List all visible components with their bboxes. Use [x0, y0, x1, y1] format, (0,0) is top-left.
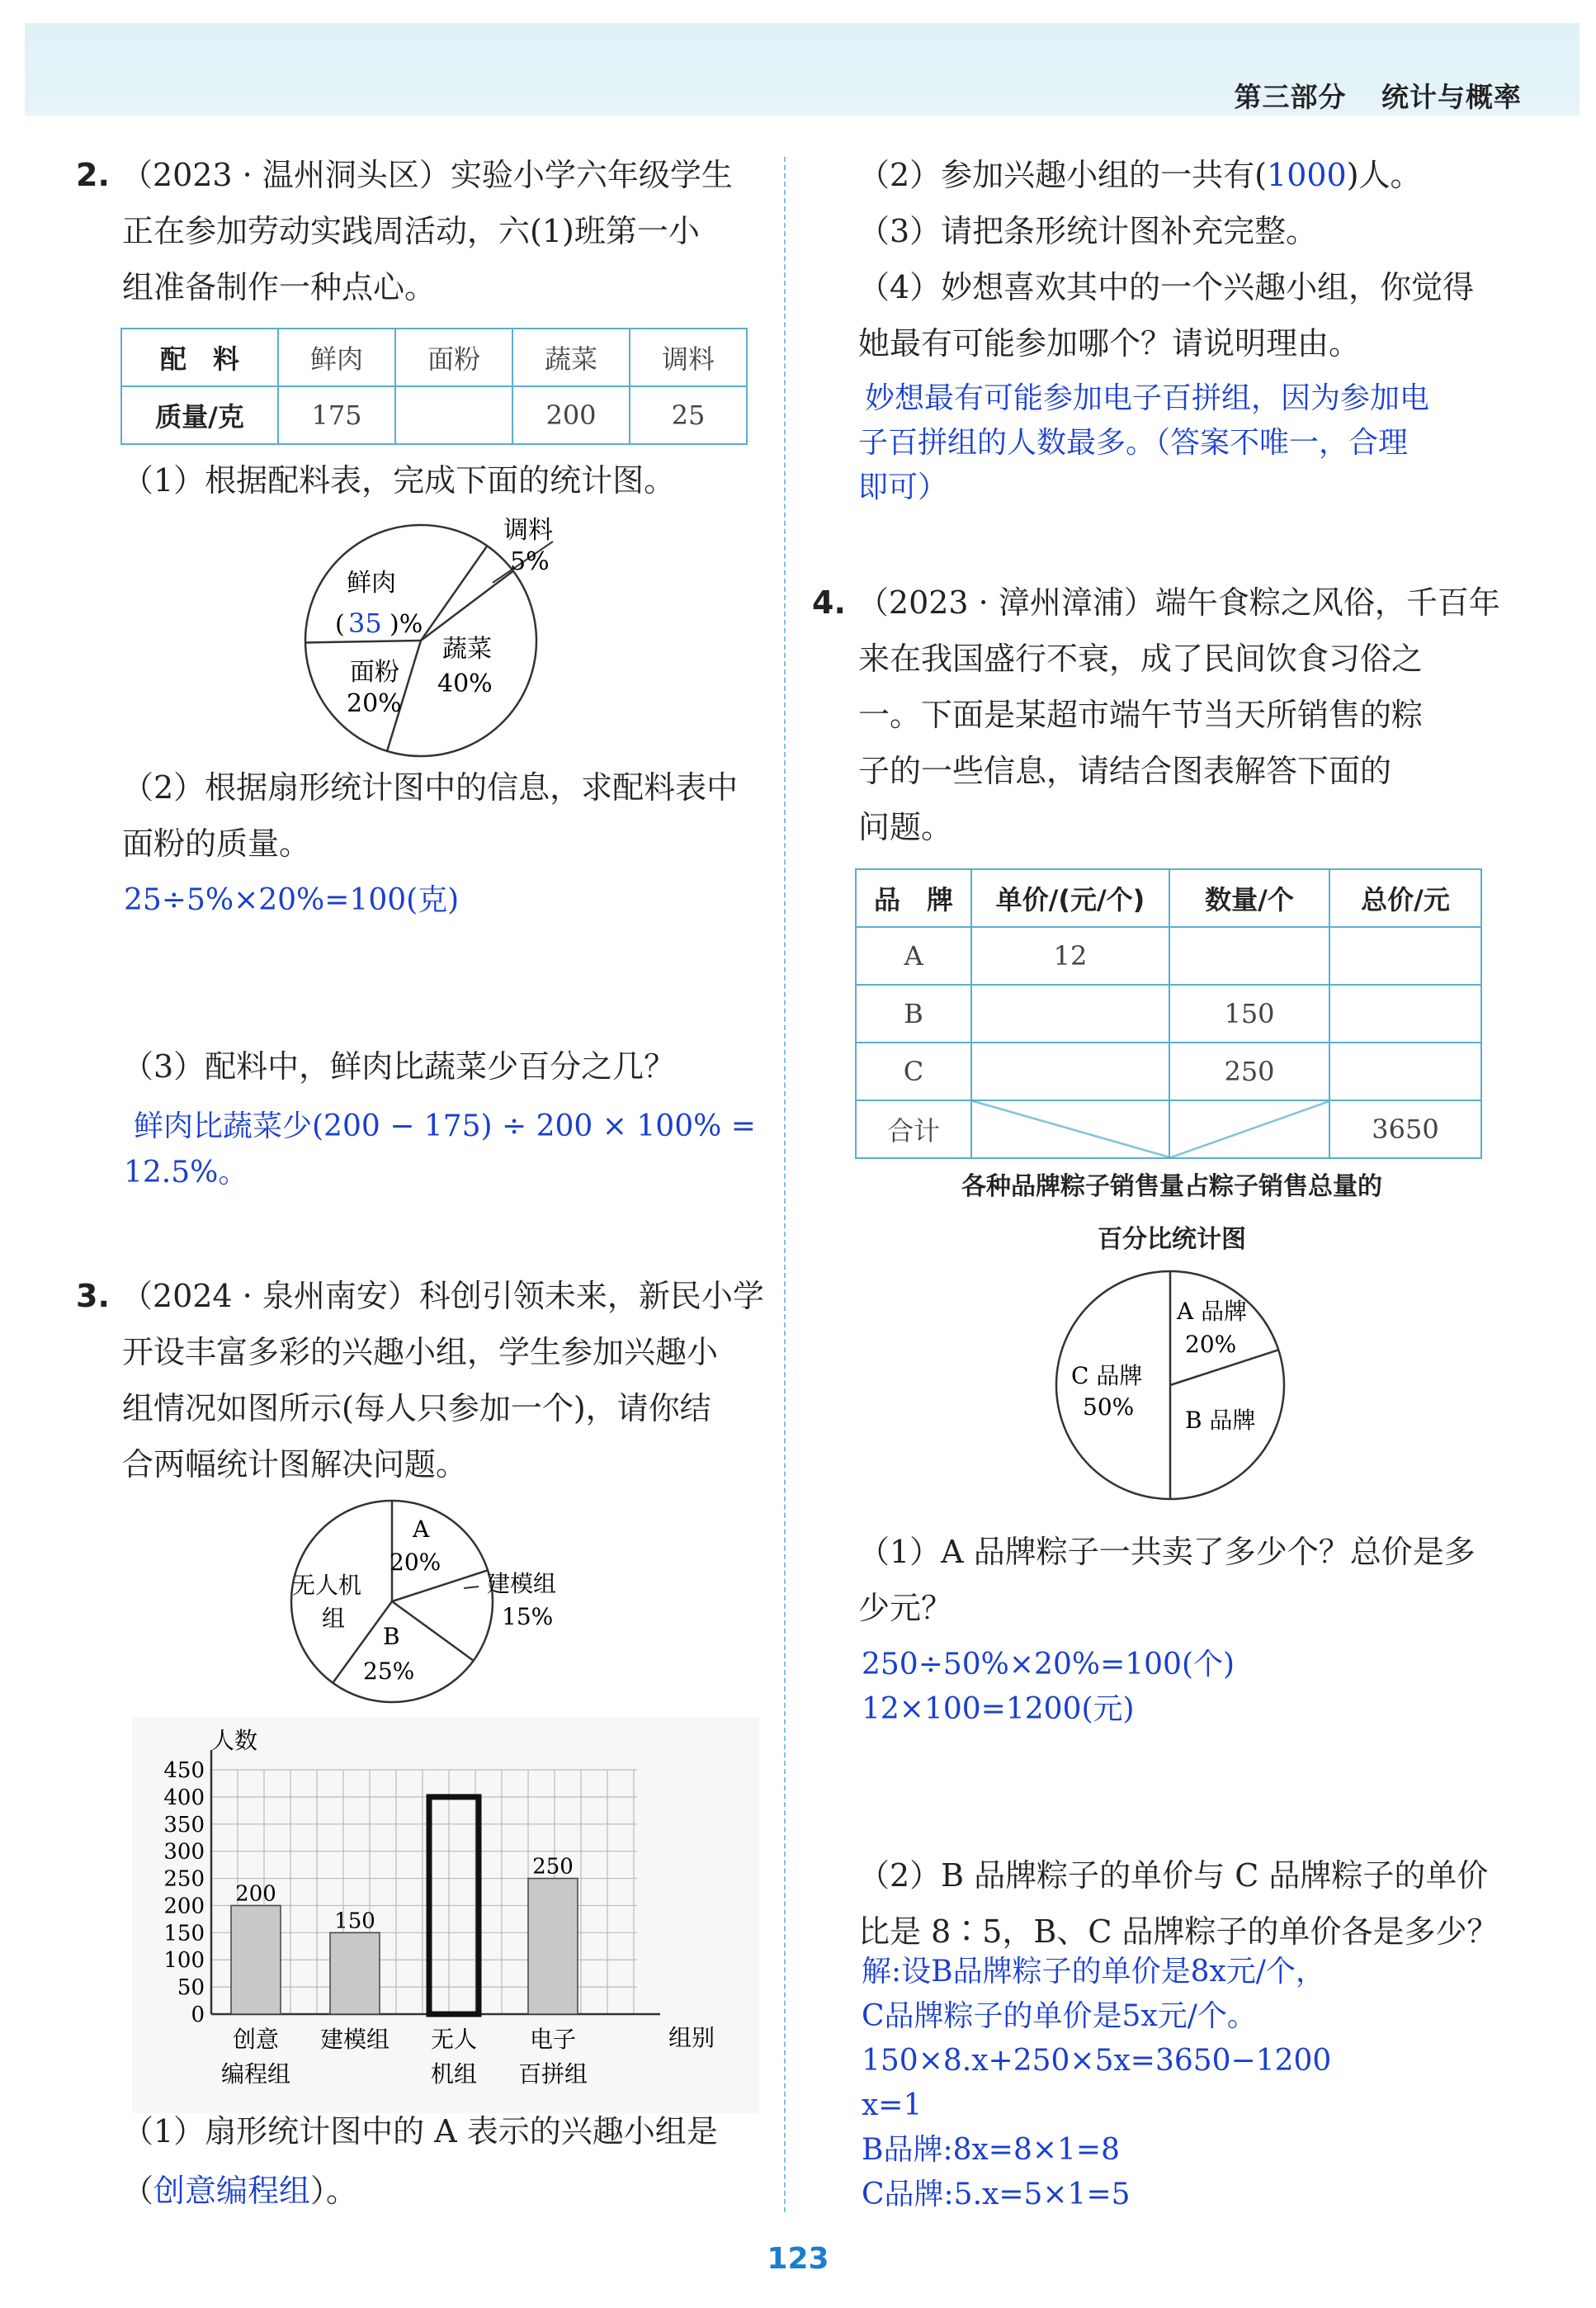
- q4-solution-line: 解:设B品牌粽子的单价是8x元/个，: [862, 1955, 1325, 1989]
- q4-caption2: 百分比统计图: [1098, 1225, 1246, 1254]
- q4-line3: 一。下面是某超市端午节当天所销售的粽: [858, 697, 1424, 733]
- q4-cell: 150: [1169, 985, 1329, 1043]
- q2-season-label: 调料: [503, 516, 553, 545]
- q3-a-label: A: [413, 1516, 430, 1543]
- q3-part1b: [122, 2163, 357, 2219]
- q4-answer1b: 12×100=1200(元): [862, 1692, 1135, 1726]
- q2-veg-label: 蔬菜: [442, 635, 492, 664]
- y-tick-label: 450: [163, 1758, 205, 1783]
- section-header: [1210, 76, 1523, 115]
- column-divider: [784, 157, 786, 2212]
- x-tick-label: 机组: [430, 2060, 478, 2088]
- q2-part3: （3）配料中，鲜肉比蔬菜少百分之几？: [122, 1048, 676, 1085]
- q2-meat-label: 鲜肉: [347, 569, 396, 598]
- q3-line4: 合两幅统计图解决问题。: [122, 1446, 468, 1483]
- q3-model-label: 建模组: [487, 1570, 557, 1597]
- y-tick-label: 50: [177, 1975, 205, 2001]
- q4-sales-table: [855, 868, 1482, 1159]
- q2-pie-chart: [297, 508, 611, 764]
- q3-part2-post: )人。: [1346, 157, 1422, 193]
- q3-model-pct: 15%: [502, 1603, 554, 1630]
- q4-cell: A: [856, 927, 971, 985]
- y-tick-label: 150: [163, 1921, 205, 1946]
- section-label: 第三部分: [1234, 81, 1347, 113]
- q3-drone-label2: 组: [322, 1605, 346, 1632]
- q4-slash-cell: [971, 1100, 1169, 1158]
- q4-cell: B: [856, 985, 971, 1043]
- q4-line1: [812, 575, 1500, 631]
- bar-y-ticks: [163, 1758, 205, 2027]
- bar-value-label: 250: [532, 1854, 574, 1880]
- q2-value: 200: [512, 386, 630, 444]
- q4-header-total: 总价/元: [1329, 869, 1481, 927]
- y-tick-label: 200: [163, 1894, 205, 1919]
- q4-header-qty: 数量/个: [1169, 869, 1329, 927]
- q2-season-pct: 5%: [510, 547, 550, 576]
- y-tick-label: 350: [163, 1812, 205, 1837]
- x-tick-label: 建模组: [319, 2026, 390, 2053]
- q3-text1: （2024 · 泉州南安）科创引领未来，新民小学: [120, 1278, 764, 1314]
- q2-value: 175: [278, 386, 395, 444]
- q2-item: 调料: [630, 329, 747, 386]
- q3-part2-pre: （2）参加兴趣小组的一共有(: [858, 157, 1268, 193]
- q3-bar-chart: [132, 1717, 759, 2113]
- q4-part1b: 少元？: [858, 1590, 953, 1626]
- q4-pie-chart: [1053, 1268, 1292, 1507]
- q4-solution-line: x=1: [862, 2088, 923, 2122]
- q4-cell: [1169, 927, 1329, 985]
- q4-c-label: C 品牌: [1071, 1362, 1143, 1389]
- q4-cell: [1329, 927, 1481, 985]
- bar-x-labels: [221, 2026, 588, 2088]
- q2-part2b: 面粉的质量。: [122, 825, 311, 862]
- q3-b-pct: 25%: [363, 1658, 415, 1685]
- bar-x-axis-title: 组别: [668, 2024, 715, 2051]
- x-tick-label: 创意: [232, 2026, 280, 2053]
- q3-part1a: （1）扇形统计图中的 A 表示的兴趣小组是: [122, 2113, 718, 2150]
- q2-col-header: 配 料: [121, 329, 278, 386]
- q2-meat-pct-answer: 35: [348, 608, 382, 639]
- q3-number: 3.: [76, 1278, 110, 1314]
- q3-answer4b: 子百拼组的人数最多。（答案不唯一，合理: [858, 426, 1409, 460]
- q4-caption1: 各种品牌粽子销售量占粽子销售总量的: [961, 1172, 1382, 1201]
- q4-header-price: 单价/(元/个): [971, 869, 1169, 927]
- q2-flour-pct: 20%: [347, 689, 402, 718]
- q2-flour-label: 面粉: [350, 658, 399, 687]
- q4-part2b: 比是 8∶5，B、C 品牌粽子的单价各是多少？: [858, 1913, 1499, 1950]
- q4-header-brand: 品 牌: [856, 869, 971, 927]
- q4-cell: [971, 985, 1169, 1043]
- q2-item: 鲜肉: [278, 329, 395, 386]
- x-tick-label: 百拼组: [517, 2060, 588, 2088]
- q3-paren-close: ）。: [310, 2173, 358, 2209]
- q3-answer1: 创意编程组: [153, 2173, 311, 2209]
- q2-ingredient-table: [120, 328, 748, 445]
- x-tick-label: 电子: [529, 2026, 577, 2053]
- q3-part4b: 她最有可能参加哪个？请说明理由。: [858, 325, 1361, 362]
- q2-line3: 组准备制作一种点心。: [122, 269, 437, 305]
- q4-a-label: A 品牌: [1177, 1298, 1248, 1325]
- q4-solution-line: C品牌:5.x=5×1=5: [862, 2178, 1131, 2211]
- q2-row-header: 质量/克: [121, 386, 278, 444]
- y-tick-label: 400: [163, 1785, 205, 1810]
- q4-cell: 3650: [1329, 1100, 1481, 1158]
- q3-answer2: 1000: [1267, 157, 1347, 193]
- y-tick-label: 100: [163, 1948, 205, 1974]
- q2-part2a: （2）根据扇形统计图中的信息，求配料表中: [122, 769, 739, 806]
- bar: [330, 1932, 380, 2014]
- pie-slice-boundary: [421, 571, 513, 641]
- q2-number: 2.: [76, 157, 110, 193]
- q4-line2: 来在我国盛行不衰，成了民间饮食习俗之: [858, 641, 1424, 677]
- q3-leader-line: [464, 1587, 479, 1588]
- page-number: 123: [767, 2242, 829, 2276]
- q4-answer1a: 250÷50%×20%=100(个): [862, 1648, 1235, 1681]
- q3-answer4a: 妙想最有可能参加电子百拼组，因为参加电: [865, 381, 1430, 415]
- q2-line1: [76, 147, 733, 203]
- pie-slice-boundary: [392, 1601, 474, 1661]
- pie-slice-boundary: [305, 641, 421, 642]
- q2-value: 25: [630, 386, 747, 444]
- q2-answer3a: 鲜肉比蔬菜少(200 − 175) ÷ 200 × 100% =: [134, 1109, 756, 1143]
- q4-c-pct: 50%: [1083, 1393, 1135, 1421]
- y-tick-label: 250: [163, 1866, 205, 1892]
- q2-value: [395, 386, 512, 444]
- q4-solution-line: 150×8.x+250×5x=3650−1200: [862, 2044, 1332, 2078]
- q3-pie-chart: [281, 1496, 611, 1710]
- q2-meat-pct-sign: )%: [390, 610, 423, 639]
- q4-line4: 子的一些信息，请结合图表解答下面的: [858, 753, 1392, 789]
- q4-cell: 250: [1169, 1043, 1329, 1100]
- q2-answer2: 25÷5%×20%=100(克): [124, 883, 460, 917]
- q4-cell: [1329, 985, 1481, 1043]
- q4-number: 4.: [812, 584, 846, 621]
- bar-value-label: 200: [235, 1881, 276, 1907]
- q4-text1: （2023 · 漳州漳浦）端午食粽之风俗，千百年: [857, 584, 1500, 621]
- q3-line3: 组情况如图所示(每人只参加一个)，请你结: [122, 1390, 711, 1426]
- bar: [528, 1879, 578, 2014]
- q2-meat-open: (: [335, 610, 345, 639]
- q4-slash-cell: [1169, 1100, 1329, 1158]
- q3-paren-open: （: [122, 2173, 154, 2209]
- q3-line1: [76, 1268, 764, 1324]
- q4-cell: [1329, 1043, 1481, 1100]
- q3-part3: （3）请把条形统计图补充完整。: [858, 213, 1318, 249]
- pie-slice-boundary: [421, 546, 487, 641]
- q3-line2: 开设丰富多彩的兴趣小组，学生参加兴趣小: [122, 1334, 719, 1370]
- q3-part2: [858, 147, 1422, 203]
- q4-b-label: B 品牌: [1185, 1407, 1256, 1434]
- q3-drone-label1: 无人机: [292, 1572, 362, 1599]
- q4-part2a: （2）B 品牌粽子的单价与 C 品牌粽子的单价: [858, 1857, 1489, 1894]
- bar-value-label: 150: [334, 1908, 375, 1934]
- q2-item: 面粉: [395, 329, 512, 386]
- q2-line2: 正在参加劳动实践周活动，六(1)班第一小: [122, 213, 700, 249]
- x-tick-label: 编程组: [220, 2060, 291, 2088]
- q4-cell: [971, 1043, 1169, 1100]
- q3-b-label: B: [383, 1623, 400, 1650]
- q2-item: 蔬菜: [512, 329, 630, 386]
- topic-label: 统计与概率: [1381, 81, 1522, 113]
- x-tick-label: 无人: [430, 2026, 478, 2053]
- q2-veg-pct: 40%: [437, 669, 493, 698]
- q4-part1a: （1）A 品牌粽子一共卖了多少个？总价是多: [858, 1534, 1476, 1570]
- q4-cell: 合计: [856, 1100, 971, 1158]
- q2-text1: （2023 · 温州洞头区）实验小学六年级学生: [120, 157, 733, 193]
- q4-line5: 问题。: [858, 809, 953, 845]
- q3-part4a: （4）妙想喜欢其中的一个兴趣小组，你觉得: [858, 269, 1475, 305]
- q3-a-pct: 20%: [390, 1549, 441, 1576]
- q4-a-pct: 20%: [1185, 1331, 1237, 1358]
- q2-answer3b: 12.5%。: [124, 1156, 248, 1189]
- q4-solution-line: C品牌粽子的单价是5x元/个。: [862, 1999, 1257, 2033]
- q4-solution-line: B品牌:8x=8×1=8: [862, 2133, 1120, 2167]
- q2-part1: （1）根据配料表，完成下面的统计图。: [122, 462, 676, 499]
- q3-answer4c: 即可）: [858, 471, 948, 504]
- bar: [231, 1905, 281, 2014]
- y-tick-label: 0: [191, 2003, 205, 2027]
- q4-cell: C: [856, 1043, 971, 1100]
- y-tick-label: 300: [163, 1839, 205, 1865]
- bar-y-axis-title: 人数: [211, 1727, 258, 1754]
- q4-cell: 12: [971, 927, 1169, 985]
